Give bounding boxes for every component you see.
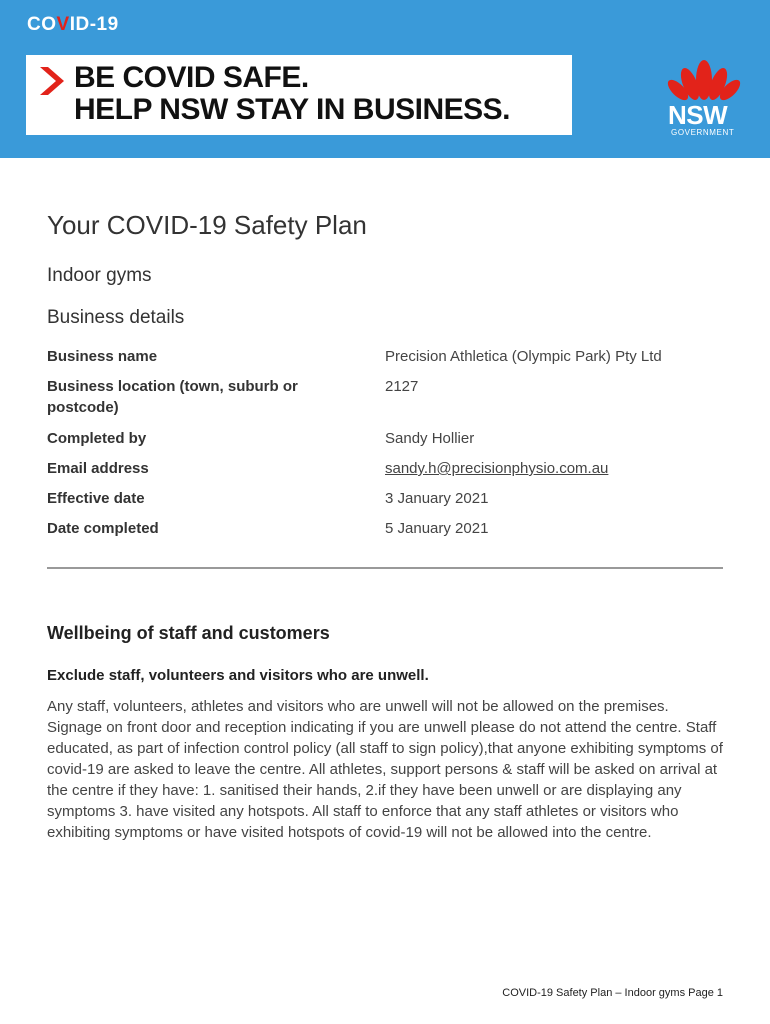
- email-address-label: Email address: [47, 460, 149, 477]
- date-completed-value: 5 January 2021: [385, 520, 489, 537]
- business-location-value: 2127: [385, 378, 419, 395]
- effective-date-value: 3 January 2021: [385, 490, 489, 507]
- covid-19-tag: COVID-19: [27, 14, 119, 35]
- wellbeing-heading: Wellbeing of staff and customers: [47, 623, 330, 643]
- completed-by-label: Completed by: [47, 430, 147, 447]
- header-banner: [0, 0, 770, 158]
- completed-by-value: Sandy Hollier: [385, 430, 475, 447]
- exclude-unwell-body: Any staff, volunteers, athletes and visitors who are unwell will not be allowed on the premises. Signage on front door and reception indicating if you are unwell please do not attend the centre. Staff educated, as part of infection control policy (all staff to sign policy),that anyone exhibiting symptoms of covid-19 are asked to leave the centre. All athletes, support persons & staff will be asked on arrival at the centre if they have: 1. sanitised their hands, 2.if they have been unwell or are displaying any symptoms 3. have visited any hotspots. All staff to enforce that any staff athletes or visitors who exhibiting symptoms or have visited hotspots of covid-19 will not be allowed into the centre.: [47, 698, 723, 841]
- business-name-value: Precision Athletica (Olympic Park) Pty Ltd: [385, 348, 662, 365]
- chevron-right-icon: [38, 63, 66, 99]
- business-details-heading: Business details: [47, 307, 185, 328]
- slogan-line-2: HELP NSW STAY IN BUSINESS.: [74, 93, 510, 126]
- nsw-government-label: GOVERNMENT: [671, 128, 735, 137]
- plan-type: Indoor gyms: [47, 265, 152, 286]
- page-footer: COVID-19 Safety Plan – Indoor gyms Page 1: [502, 987, 723, 999]
- slogan-line-1: BE COVID SAFE.: [74, 61, 309, 94]
- business-location-label: Business location (town, suburb or postcode): [47, 378, 298, 416]
- date-completed-label: Date completed: [47, 520, 159, 537]
- section-divider: [47, 567, 723, 569]
- slogan-box: [26, 55, 572, 135]
- email-address-link[interactable]: sandy.h@precisionphysio.com.au: [385, 460, 609, 477]
- exclude-unwell-heading: Exclude staff, volunteers and visitors who are unwell.: [47, 667, 429, 684]
- nsw-wordmark: NSW: [668, 100, 728, 130]
- business-name-label: Business name: [47, 348, 158, 365]
- page-title: Your COVID-19 Safety Plan: [47, 210, 367, 240]
- effective-date-label: Effective date: [47, 490, 145, 507]
